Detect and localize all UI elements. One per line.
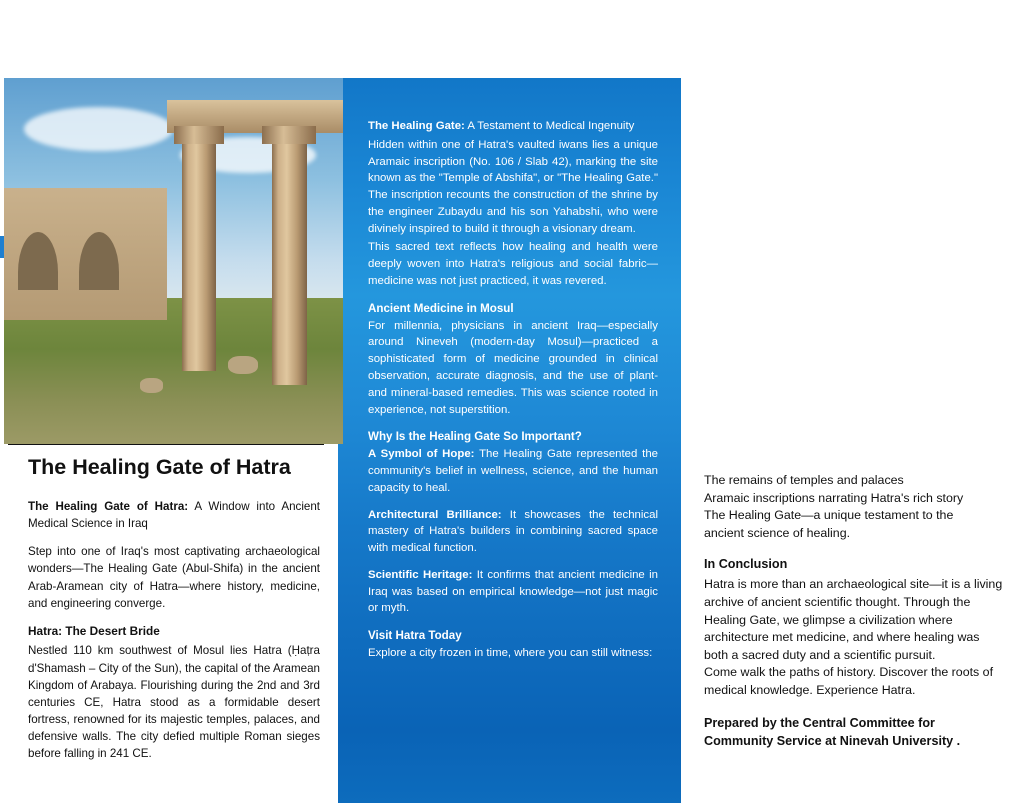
mid-p5 bbox=[368, 507, 658, 557]
right-bullet-1: The remains of temples and palaces bbox=[704, 473, 904, 487]
mid-p4-label: A Symbol of Hope: bbox=[368, 448, 475, 461]
photo-column bbox=[272, 144, 308, 386]
mid-p6-rest: It confirms that ancient medicine in Iraq was based on empirical knowledge—not just magic or myth. bbox=[368, 568, 658, 615]
mid-p6 bbox=[368, 567, 658, 617]
right-bullet-3: The Healing Gate—a unique testament to the bbox=[704, 508, 954, 523]
left-page-title: The Healing Gate of Hatra bbox=[28, 455, 291, 479]
photo-column-capital bbox=[262, 126, 316, 144]
right-bullet-3-cont: ancient science of healing. bbox=[704, 525, 851, 540]
left-intro-body: Step into one of Iraq's most captivating archaeological wonders—The Healing Gate (Abul-Shifa) in the ancient Arab-Aramean city of Hatra—where history, medicine, and engineering converge. bbox=[28, 545, 320, 610]
right-bullet-2: Aramaic inscriptions narrating Hatra's rich story bbox=[704, 490, 964, 505]
mid-p1-body: Hidden within one of Hatra's vaulted iwans lies a unique Aramaic inscription (No. 106 / Slab 42), marking the site known as the "Temple of Abshifa", or "The Healing Gate." The inscription recounts the construction of the shrine by the engineer Zubaydu and his son Yahabshi, who were divinely inspired to build it through a visionary dream. bbox=[368, 138, 658, 235]
mid-p5-rest: It showcases the technical mastery of Hatra's builders in combining sacred space with medical function. bbox=[368, 508, 658, 555]
right-bullet-lines bbox=[704, 472, 1004, 542]
photo-rubble bbox=[228, 356, 259, 374]
left-section2-heading: Hatra: The Desert Bride bbox=[28, 623, 160, 638]
mid-p7-body: Explore a city frozen in time, where you can still witness: bbox=[368, 647, 653, 660]
photo-rubble bbox=[140, 378, 164, 393]
mid-p1-label: The Healing Gate: bbox=[368, 120, 465, 132]
right-conclusion-cta: Come walk the paths of history. Discover the roots of medical knowledge. Experience Hatra. bbox=[704, 665, 994, 697]
right-conclusion-body: Hatra is more than an archaeological site—it is a living archive of ancient scientific thought. Through the Healing Gate, we glimpse a civilization where architecture met medicine, and where healing was both a sacred duty and a scientific pursuit. bbox=[704, 577, 1003, 662]
mid-p6-label: Scientific Heritage: bbox=[368, 568, 473, 581]
prepared-line-2: Community Service at Ninevah University . bbox=[704, 733, 961, 748]
left-intro-rest: A Window into Ancient Medical Science in Iraq bbox=[28, 500, 321, 531]
mid-p1-heading-line bbox=[368, 118, 658, 135]
prepared-line-1: Prepared by the Central Committee for bbox=[704, 715, 935, 730]
left-intro-paragraph bbox=[28, 498, 320, 532]
middle-panel bbox=[338, 78, 681, 803]
mid-p4-rest: The Healing Gate represented the community's belief in wellness, science, and the human capacity to heal. bbox=[368, 448, 658, 494]
left-section2-body: Nestled 110 km southwest of Mosul lies Hatra (Ḥaṭra d'Shamash – City of the Sun), the capital of the Aramean Kingdom of Arabaya. Flourishing during the 2nd and 3rd centuries CE, Hatra stood as a formidable desert fortress, renowned for its majestic temples, palaces, and defensive walls. The city defied multiple Roman sieges before falling in 241 CE. bbox=[28, 644, 320, 761]
mid-p1-rest: A Testament to Medical Ingenuity bbox=[464, 120, 635, 132]
mid-p5-label: Architectural Brilliance: bbox=[368, 508, 502, 521]
mid-p4 bbox=[368, 446, 658, 496]
photo-column-capital bbox=[174, 126, 225, 144]
photo-column bbox=[182, 144, 216, 371]
left-intro-label: The Healing Gate of Hatra: bbox=[28, 500, 189, 513]
right-photo-hatra-columns bbox=[4, 78, 343, 444]
mid-heading-visit-hatra: Visit Hatra Today bbox=[368, 629, 462, 643]
right-body-text bbox=[704, 472, 1004, 750]
mid-heading-ancient-medicine: Ancient Medicine in Mosul bbox=[368, 301, 514, 315]
middle-body-text bbox=[368, 118, 658, 672]
mid-heading-why-important: Why Is the Healing Gate So Important? bbox=[368, 430, 582, 444]
right-prepared-by bbox=[704, 714, 1004, 751]
photo-cloud bbox=[24, 107, 173, 151]
mid-p2-body: This sacred text reflects how healing and health were deeply woven into Hatra's religious and social fabric—medicine was not just practiced, it was revered. bbox=[368, 241, 658, 287]
right-heading-conclusion: In Conclusion bbox=[704, 557, 788, 572]
left-body-text bbox=[28, 498, 320, 773]
mid-p3-body: For millennia, physicians in ancient Iraq—especially around Nineveh (modern-day Mosul)—practiced a sophisticated form of medicine grounded in clinical observation, accurate diagnosis, and the use of plant- and mineral-based remedies. This was science rooted in experience, not superstition. bbox=[368, 319, 658, 416]
